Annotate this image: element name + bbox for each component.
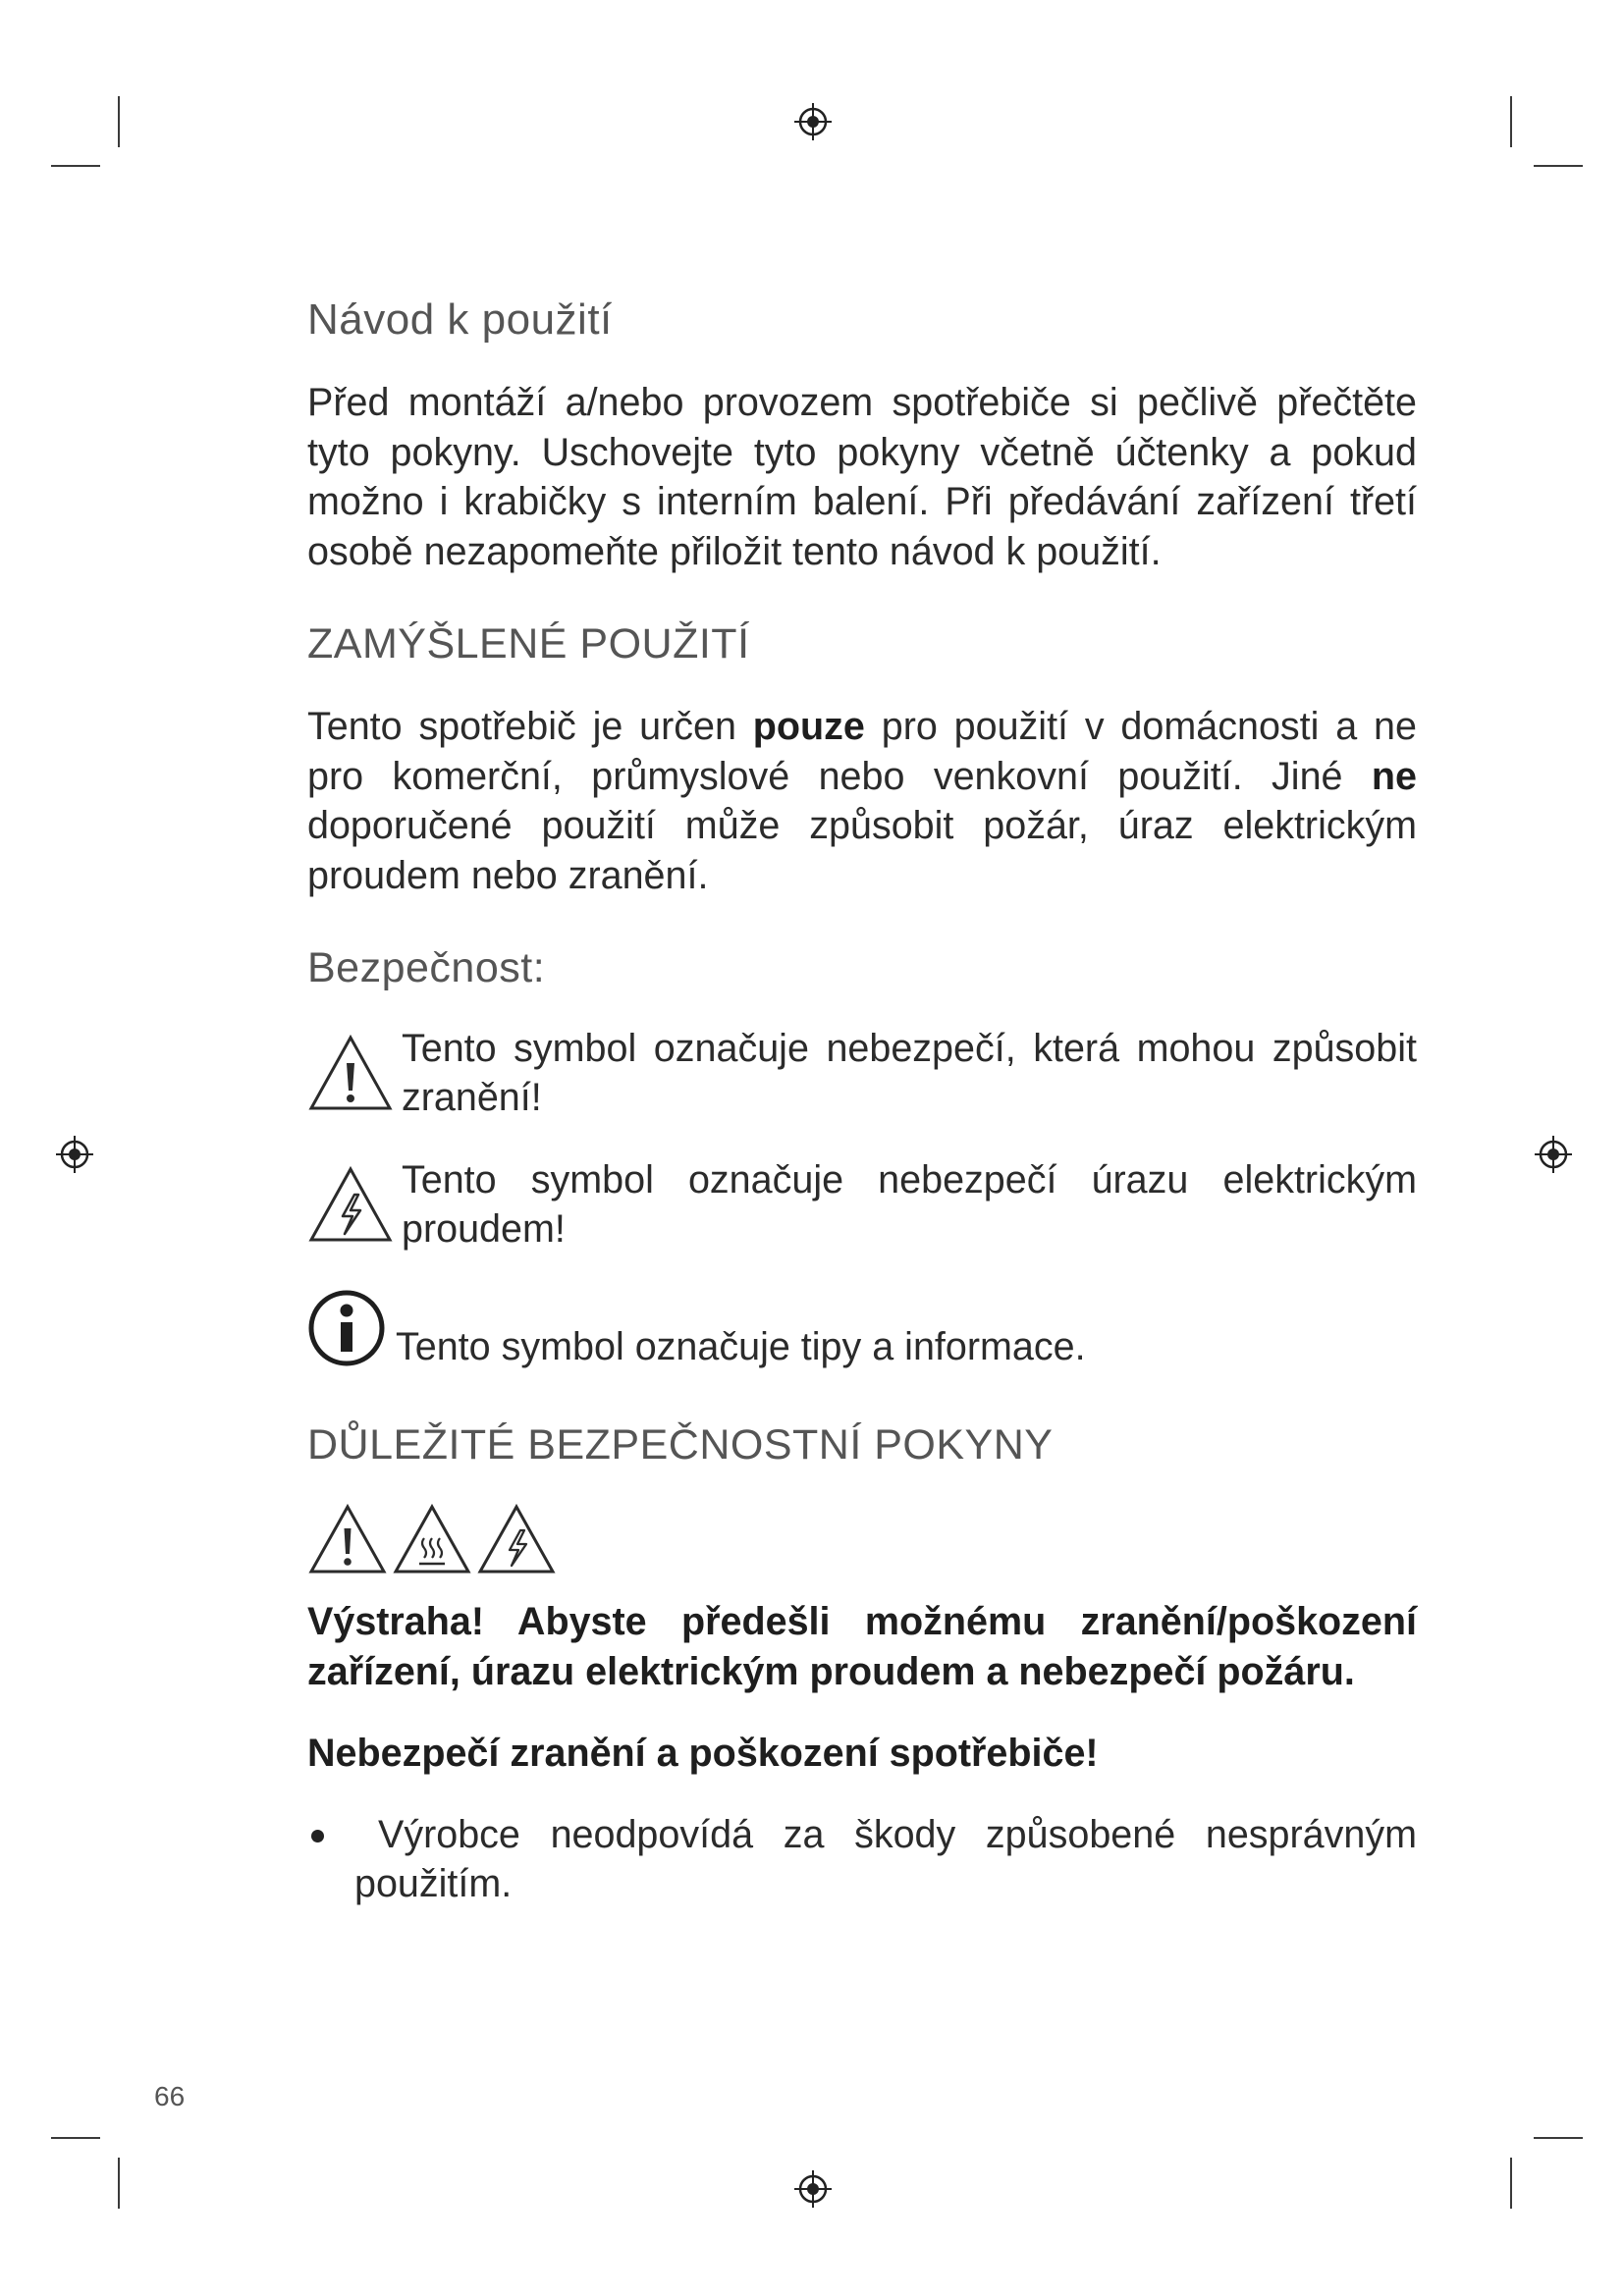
symbol-danger-text: Tento symbol označuje nebezpečí, která mohou způsobit zranění! <box>402 1027 1417 1119</box>
warning-triangle-icon <box>307 1034 394 1112</box>
page-content <box>307 292 1417 1908</box>
crop-mark <box>118 96 120 147</box>
emphasis-not: ne <box>1371 754 1417 798</box>
registration-mark-icon <box>55 1135 94 1174</box>
crop-mark <box>118 2158 120 2209</box>
list-item <box>307 1810 1417 1908</box>
symbol-row-electric <box>307 1155 1417 1254</box>
symbol-info-text: Tento symbol označuje tipy a informace. <box>396 1325 1086 1368</box>
warning-icons-row <box>307 1503 1417 1579</box>
important-heading: DŮLEŽITÉ BEZPEČNOSTNÍ POKYNY <box>307 1421 1054 1468</box>
registration-mark-icon <box>1534 1135 1573 1174</box>
crop-mark <box>1510 2158 1512 2209</box>
crop-mark <box>51 165 100 167</box>
symbol-electric-text: Tento symbol označuje nebezpečí úrazu elektrickým proudem! <box>402 1158 1417 1251</box>
crop-mark <box>1534 2137 1583 2139</box>
crop-mark <box>1534 165 1583 167</box>
crop-mark <box>1510 96 1512 147</box>
symbol-row-info <box>307 1289 1417 1373</box>
info-icon <box>307 1289 386 1367</box>
bullet-dot <box>311 1830 324 1842</box>
crop-mark <box>51 2137 100 2139</box>
intro-paragraph: Před montáží a/nebo provozem spotřebiče si pečlivě přečtěte tyto pokyny. Uschovejte tyto pokyny včetně účtenky a pokud možno i krabičky s interním balení. Při předávání zařízení třetí osobě nezapomeňte přiložit tento návod k použití. <box>307 381 1417 573</box>
registration-mark-icon <box>793 102 833 141</box>
page-number: 66 <box>154 2081 186 2111</box>
electric-hazard-icon <box>476 1503 557 1575</box>
symbol-row-danger <box>307 1024 1417 1122</box>
emphasis-only: pouze <box>752 705 865 748</box>
danger-subheading: Nebezpečí zranění a poškození spotřebiče! <box>307 1732 1099 1775</box>
warning-triangle-icon <box>307 1503 388 1575</box>
intended-use-heading: ZAMÝŠLENÉ POUŽITÍ <box>307 620 750 667</box>
page-title: Návod k použití <box>307 295 613 344</box>
safety-heading: Bezpečnost: <box>307 944 546 991</box>
warning-paragraph: Výstraha! Abyste předešli možnému zranění/poškození zařízení, úrazu elektrickým proudem a nebezpečí požáru. <box>307 1600 1417 1693</box>
registration-mark-icon <box>793 2169 833 2209</box>
bullet-text: Výrobce neodpovídá za škody způsobené nesprávným použitím. <box>354 1813 1417 1905</box>
electric-hazard-icon <box>307 1165 394 1244</box>
intended-use-paragraph: Tento spotřebič je určen pouze pro použití v domácnosti a ne pro komerční, průmyslové nebo venkovní použití. Jiné ne doporučené použití může způsobit požár, úraz elektrickým proudem nebo zranění. <box>307 705 1417 897</box>
hot-surface-icon <box>392 1503 472 1575</box>
